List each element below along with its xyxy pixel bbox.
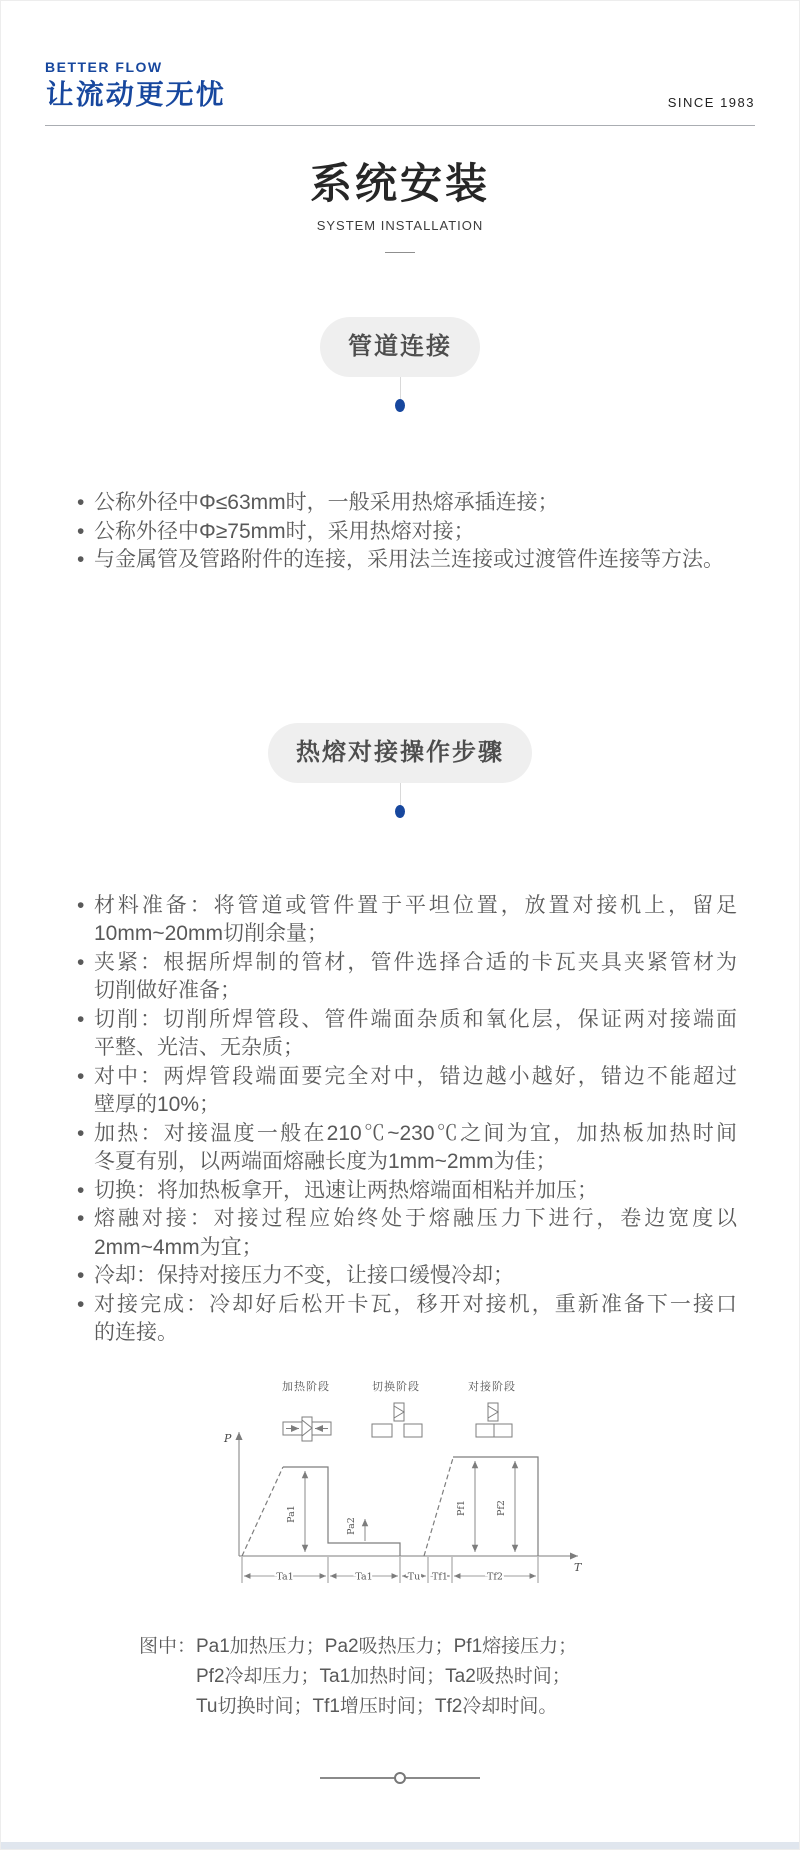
bullet-line: • 夹紧：根据所焊制的管材，管件选择合适的卡瓦夹具夹紧管材为 — [94, 950, 737, 974]
caption-line: 图中：Pa1加热压力；Pa2吸热压力；Pf1熔接压力； — [139, 1635, 578, 1657]
bullet-line: • 加热：对接温度一般在210℃~230℃之间为宜，加热板加热时间 — [94, 1121, 737, 1145]
bullet-line: • 公称外径中Φ≤63mm时，一般采用热熔承插连接； — [94, 491, 559, 514]
stage-label-jointing: 对接阶段 — [468, 1380, 516, 1393]
segment-label-tf2: Tf2 — [487, 1571, 503, 1582]
bullet-line: 10mm~20mm切削余量； — [94, 922, 328, 945]
bullet-line: 冬夏有别，以两端面熔融长度为1mm~2mm为佳； — [94, 1150, 557, 1173]
switching-stage-schematic — [372, 1403, 422, 1437]
segment-label-ta1b: Ta1 — [355, 1571, 373, 1582]
list-item — [77, 1205, 737, 1262]
pressure-label-pa1: Pa1 — [286, 1504, 297, 1523]
stage-label-switching: 切换阶段 — [372, 1380, 420, 1393]
stage-label-heating: 加热阶段 — [282, 1380, 330, 1393]
diagram-caption — [139, 1632, 577, 1722]
badge-butt-fusion-steps: 热熔对接操作步骤 — [268, 723, 532, 783]
connector-dot — [395, 805, 405, 818]
bullet-line: • 对中：两焊管段端面要完全对中，错边越小越好，错边不能超过 — [94, 1064, 737, 1088]
bullet-line: 平整、光洁、无杂质； — [94, 1036, 304, 1059]
footer-divider-line — [406, 1777, 480, 1779]
bullet-line: • 与金属管及管路附件的连接，采用法兰连接或过渡管件连接等方法。 — [94, 548, 724, 571]
segment-label-tf1: Tf1 — [432, 1571, 448, 1582]
list-item — [77, 892, 737, 949]
bullet-list-butt-fusion-steps — [77, 892, 737, 1348]
list-item — [77, 1262, 737, 1291]
list-item — [77, 1006, 737, 1063]
list-item — [77, 546, 737, 575]
title-divider — [385, 252, 415, 253]
page-subtitle: SYSTEM INSTALLATION — [316, 218, 484, 233]
badge-pipe-connection: 管道连接 — [320, 317, 480, 377]
pressure-label-pa2: Pa2 — [346, 1516, 357, 1535]
bullet-line: • 对接完成：冷却好后松开卡瓦，移开对接机，重新准备下一接口 — [94, 1292, 737, 1316]
footer-circle-icon — [394, 1772, 406, 1784]
page-title: 系统安装 — [309, 160, 490, 207]
heating-stage-schematic — [283, 1417, 331, 1441]
brand-logo: 让流动更无忧 — [45, 79, 227, 110]
pressure-arrows — [305, 1461, 515, 1552]
bullet-line: • 材料准备：将管道或管件置于平坦位置，放置对接机上，留足 — [94, 893, 737, 917]
bullet-line: • 公称外径中Φ≥75mm时，采用热熔对接； — [94, 519, 475, 543]
connector-line — [400, 377, 401, 399]
footer-divider — [1, 1772, 799, 1784]
pressure-label-pf1: Pf1 — [456, 1499, 467, 1516]
bullet-line: 的连接。 — [94, 1321, 178, 1344]
bullet-line: 2mm~4mm为宜； — [94, 1235, 263, 1259]
list-item — [77, 518, 737, 547]
bullet-line: • 切削：切削所焊管段、管件端面杂质和氧化层，保证两对接端面 — [94, 1007, 737, 1031]
bullet-list-pipe-connection — [77, 489, 737, 575]
footer-divider-line — [320, 1777, 394, 1779]
connector-line — [400, 783, 401, 805]
since-label: SINCE 1983 — [667, 95, 755, 110]
bullet-line: 壁厚的10%； — [94, 1093, 221, 1116]
caption-line: Tu切换时间；Tf1增压时间；Tf2冷却时间。 — [196, 1695, 558, 1717]
bullet-line: 切削做好准备； — [94, 979, 241, 1002]
bullet-line: • 冷却：保持对接压力不变，让接口缓慢冷却； — [94, 1264, 514, 1287]
list-item — [77, 1120, 737, 1177]
brand-header — [45, 59, 755, 126]
brand-tagline: BETTER FLOW — [45, 59, 163, 75]
brand-block — [45, 59, 225, 114]
bottom-accent-bar — [1, 1842, 799, 1849]
x-axis-label: T — [574, 1560, 582, 1574]
list-item — [77, 949, 737, 1006]
bullet-line: • 切换：将加热板拿开，迅速让两热熔端面相粘并加压； — [94, 1178, 598, 1202]
bullet-line: • 熔融对接：对接过程应始终处于熔融压力下进行，卷边宽度以 — [94, 1207, 737, 1230]
list-item — [77, 1291, 737, 1348]
y-axis-label: P — [224, 1431, 232, 1445]
connector-dot — [395, 399, 405, 412]
segment-label-ta1a: Ta1 — [276, 1571, 294, 1582]
pressure-label-pf2: Pf2 — [496, 1499, 507, 1516]
segment-label-tu: Tu — [407, 1571, 421, 1582]
list-item — [77, 1177, 737, 1206]
list-item — [77, 489, 737, 518]
caption-line: Pf2冷却压力；Ta1加热时间；Ta2吸热时间； — [196, 1665, 571, 1687]
jointing-stage-schematic — [476, 1403, 512, 1437]
fusion-pressure-diagram — [150, 1366, 650, 1594]
list-item — [77, 1063, 737, 1120]
